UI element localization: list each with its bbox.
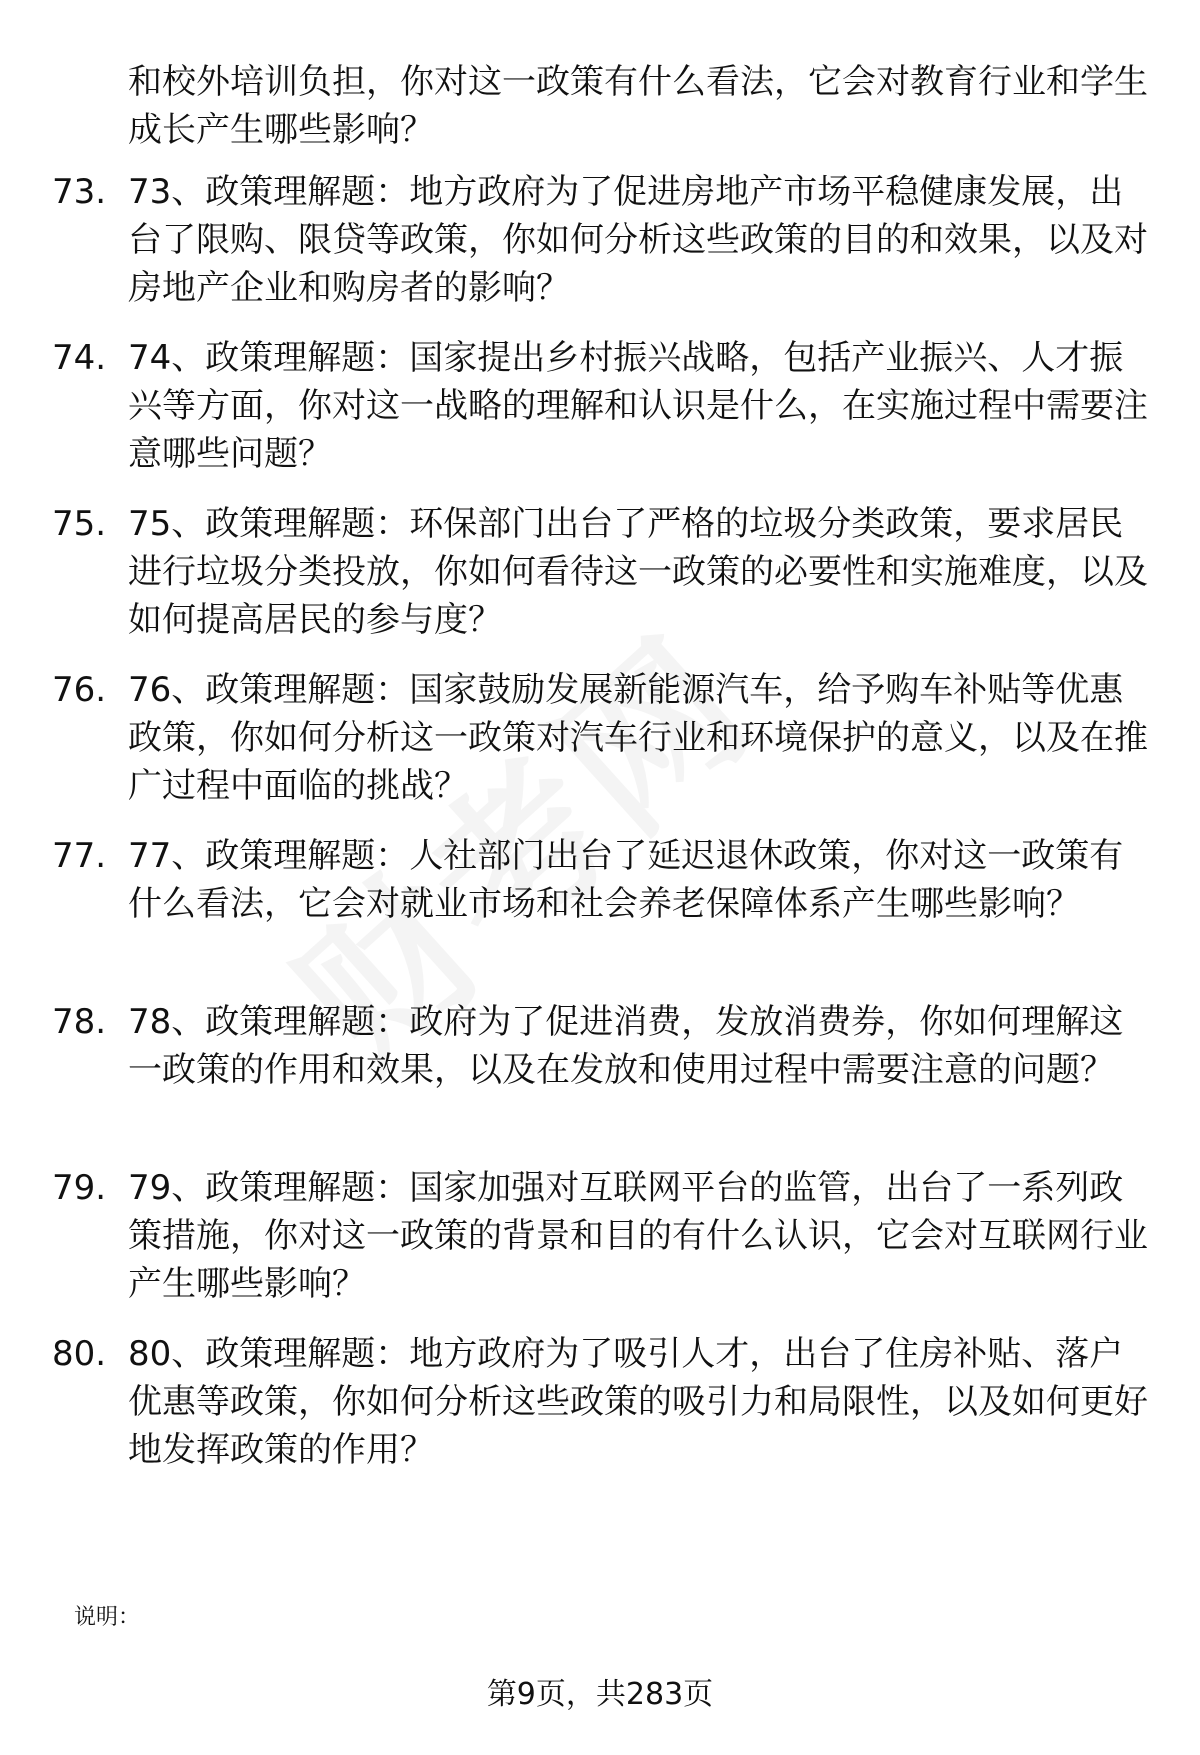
question-number: 79. — [52, 1168, 107, 1208]
question-text: 77、政策理解题：人社部门出台了延迟退休政策，你对这一政策有什么看法，它会对就业市场和社会养老保障体系产生哪些影响？ — [128, 836, 1124, 924]
question-number: 76. — [52, 670, 107, 710]
question-number: 77. — [52, 836, 107, 876]
question-number: 73. — [52, 172, 107, 212]
page-footer: 第9页，共283页 — [486, 1677, 714, 1712]
continuation-paragraph: 和校外培训负担，你对这一政策有什么看法，它会对教育行业和学生成长产生哪些影响？ — [128, 62, 1148, 150]
question-text: 78、政策理解题：政府为了促进消费，发放消费券，你如何理解这一政策的作用和效果，以及在发放和使用过程中需要注意的问题？ — [128, 1002, 1124, 1090]
question-text: 73、政策理解题：地方政府为了促进房地产市场平稳健康发展，出台了限购、限贷等政策，你如何分析这些政策的目的和效果，以及对房地产企业和购房者的影响？ — [128, 172, 1148, 308]
question-number: 74. — [52, 338, 107, 378]
question-text: 74、政策理解题：国家提出乡村振兴战略，包括产业振兴、人才振兴等方面，你对这一战略的理解和认识是什么，在实施过程中需要注意哪些问题？ — [128, 338, 1148, 474]
question-text: 76、政策理解题：国家鼓励发展新能源汽车，给予购车补贴等优惠政策，你如何分析这一政策对汽车行业和环境保护的意义，以及在推广过程中面临的挑战？ — [128, 670, 1148, 806]
question-text: 80、政策理解题：地方政府为了吸引人才，出台了住房补贴、落户优惠等政策，你如何分析这些政策的吸引力和局限性，以及如何更好地发挥政策的作用？ — [128, 1334, 1148, 1470]
question-number: 75. — [52, 504, 107, 544]
question-number: 78. — [52, 1002, 107, 1042]
note-label: 说明： — [74, 1605, 141, 1630]
question-text: 75、政策理解题：环保部门出台了严格的垃圾分类政策，要求居民进行垃圾分类投放，你如何看待这一政策的必要性和实施难度，以及如何提高居民的参与度？ — [128, 504, 1148, 640]
question-text: 79、政策理解题：国家加强对互联网平台的监管，出台了一系列政策措施，你对这一政策的背景和目的有什么认识，它会对互联网行业产生哪些影响？ — [128, 1168, 1148, 1304]
question-number: 80. — [52, 1334, 107, 1374]
